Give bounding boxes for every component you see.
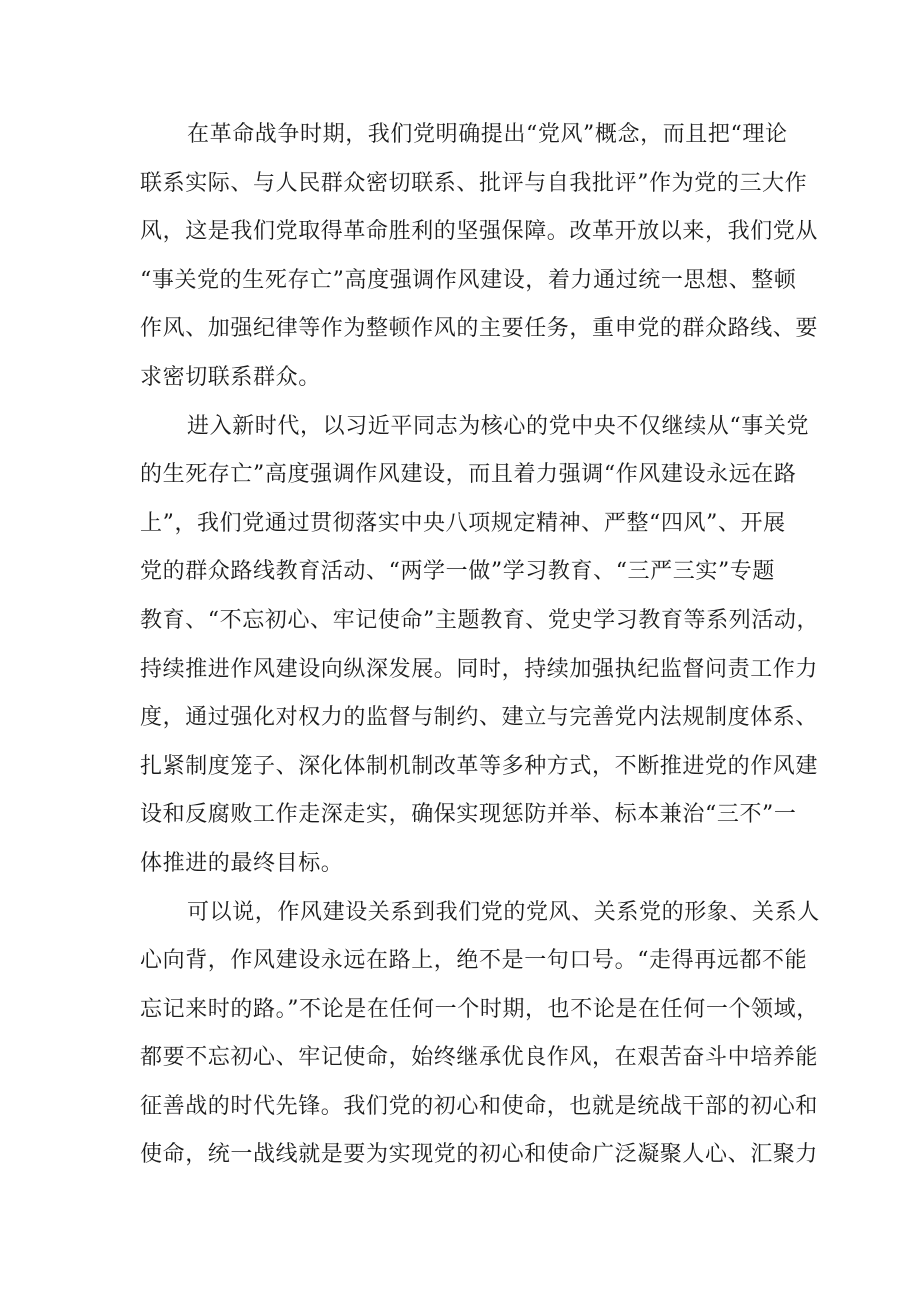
paragraph-1-line-2: 联系实际、与人民群众密切联系、批评与自我批评”作为党的三大作	[140, 170, 808, 196]
paragraph-2-line-7: 度，通过强化对权力的监督与制约、建立与完善党内法规制度体系、	[140, 705, 819, 731]
paragraph-3-line-2: 心向背，作风建设永远在路上，绝不是一句口号。“走得再远都不能	[140, 948, 808, 974]
paragraph-2-line-1: 进入新时代，以习近平同志为核心的党中央不仅继续从“事关党	[187, 413, 810, 439]
paragraph-1-line-5: 作风、加强纪律等作为整顿作风的主要任务，重申党的群众路线、要	[140, 316, 819, 342]
paragraph-2-line-6: 持续推进作风建设向纵深发展。同时，持续加强执纪监督问责工作力	[140, 656, 819, 682]
paragraph-1-line-4: “事关党的生死存亡”高度强调作风建设，着力通过统一思想、整顿	[140, 267, 797, 293]
paragraph-1-line-6: 求密切联系群众。	[140, 364, 321, 390]
paragraph-3-line-1: 可以说，作风建设关系到我们党的党风、关系党的形象、关系人	[187, 899, 820, 925]
paragraph-2-line-3: 上”，我们党通过贯彻落实中央八项规定精神、严整“四风”、开展	[140, 510, 786, 536]
paragraph-1-line-3: 风，这是我们党取得革命胜利的坚强保障。改革开放以来，我们党从	[140, 219, 819, 245]
paragraph-2-line-8: 扎紧制度笼子、深化体制机制改革等多种方式，不断推进党的作风建	[140, 753, 819, 779]
paragraph-1-line-1: 在革命战争时期，我们党明确提出“党风”概念，而且把“理论	[187, 122, 788, 147]
paragraph-3-line-3: 忘记来时的路。”不论是在任何一个时期，也不论是在任何一个领域，	[140, 996, 819, 1022]
paragraph-2-line-2: 的生死存亡”高度强调作风建设，而且着力强调“作风建设永远在路	[140, 462, 797, 488]
paragraph-2-line-9: 设和反腐败工作走深走实，确保实现惩防并举、标本兼治“三不”一	[140, 802, 797, 828]
paragraph-3-line-6: 使命，统一战线就是要为实现党的初心和使命广泛凝聚人心、汇聚力	[140, 1142, 819, 1168]
paragraph-3-line-4: 都要不忘初心、牢记使命，始终继承优良作风，在艰苦奋斗中培养能	[140, 1045, 819, 1071]
body-text	[140, 111, 820, 1180]
paragraph-3-line-5: 征善战的时代先锋。我们党的初心和使命，也就是统战干部的初心和	[140, 1093, 819, 1119]
paragraph-2-line-10: 体推进的最终目标。	[140, 850, 344, 876]
paragraph-2-line-5: 教育、“不忘初心、牢记使命”主题教育、党史学习教育等系列活动，	[140, 607, 820, 633]
paragraph-2-line-4: 党的群众路线教育活动、“两学一做”学习教育、“三严三实”专题	[140, 559, 775, 585]
